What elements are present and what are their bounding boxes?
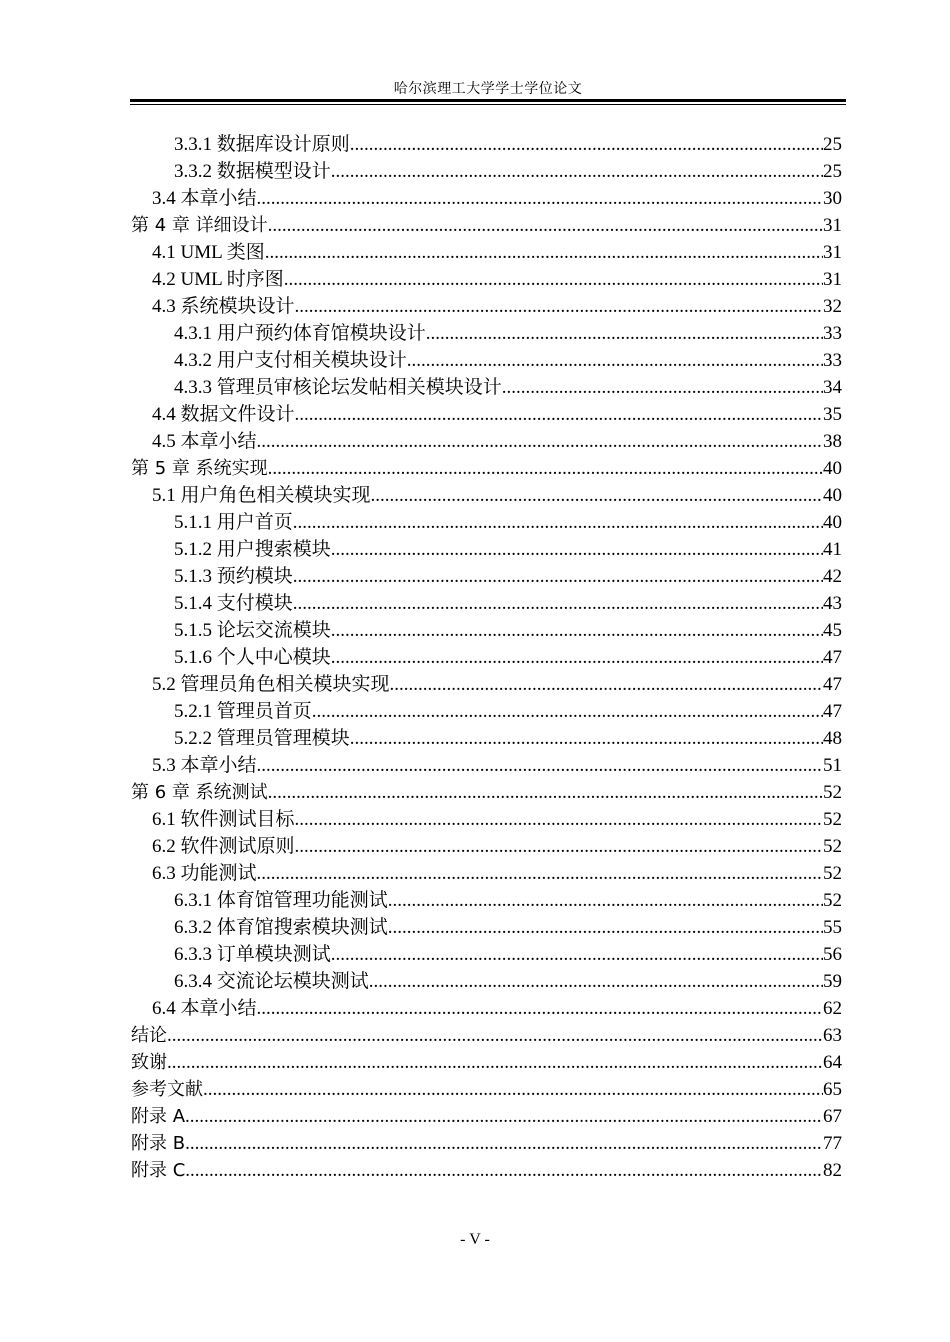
toc-entry-page: 32 bbox=[823, 296, 842, 317]
toc-entry-title: 第 6 章 系统测试 bbox=[131, 782, 268, 803]
toc-entry-page: 42 bbox=[823, 566, 842, 587]
toc-dot-leader bbox=[331, 158, 823, 185]
toc-dot-leader bbox=[185, 1157, 823, 1184]
toc-entry[interactable] bbox=[131, 779, 842, 806]
toc-entry[interactable] bbox=[131, 131, 842, 158]
toc-entry-title: 5.1.3 预约模块 bbox=[174, 566, 293, 587]
toc-entry-page: 52 bbox=[823, 782, 842, 803]
toc-dot-leader bbox=[350, 725, 823, 752]
toc-entry[interactable] bbox=[131, 509, 842, 536]
toc-entry-page: 40 bbox=[823, 458, 842, 479]
toc-entry-page: 25 bbox=[823, 161, 842, 182]
toc-entry[interactable] bbox=[131, 725, 842, 752]
toc-entry[interactable] bbox=[131, 941, 842, 968]
toc-entry-page: 33 bbox=[823, 350, 842, 371]
toc-entry-title: 3.3.2 数据模型设计 bbox=[174, 161, 331, 182]
toc-entry-title: 4.2 UML 时序图 bbox=[152, 269, 284, 290]
toc-dot-leader bbox=[295, 833, 823, 860]
toc-entry-title: 5.2 管理员角色相关模块实现 bbox=[152, 674, 390, 695]
toc-entry[interactable] bbox=[131, 887, 842, 914]
toc-dot-leader bbox=[331, 644, 823, 671]
toc-entry-page: 47 bbox=[823, 701, 842, 722]
toc-entry-page: 56 bbox=[823, 944, 842, 965]
toc-entry-page: 31 bbox=[823, 242, 842, 263]
toc-dot-leader bbox=[293, 509, 823, 536]
toc-entry[interactable] bbox=[131, 563, 842, 590]
toc-entry[interactable] bbox=[131, 995, 842, 1022]
toc-entry[interactable] bbox=[131, 968, 842, 995]
toc-dot-leader bbox=[257, 428, 823, 455]
toc-entry-page: 33 bbox=[823, 323, 842, 344]
toc-entry-page: 35 bbox=[823, 404, 842, 425]
toc-entry-title: 5.2.1 管理员首页 bbox=[174, 701, 312, 722]
toc-entry-title: 6.1 软件测试目标 bbox=[152, 809, 295, 830]
toc-dot-leader bbox=[350, 131, 823, 158]
toc-entry[interactable] bbox=[131, 428, 842, 455]
toc-entry-title: 5.2.2 管理员管理模块 bbox=[174, 728, 350, 749]
toc-entry[interactable] bbox=[131, 1157, 842, 1184]
toc-entry[interactable] bbox=[131, 1103, 842, 1130]
toc-dot-leader bbox=[331, 617, 823, 644]
toc-dot-leader bbox=[371, 482, 823, 509]
toc-entry-title: 附录 C bbox=[131, 1160, 186, 1181]
toc-dot-leader bbox=[257, 995, 823, 1022]
header-rule-thick bbox=[130, 99, 846, 102]
toc-entry[interactable] bbox=[131, 860, 842, 887]
toc-entry[interactable] bbox=[131, 482, 842, 509]
toc-entry-title: 5.1.1 用户首页 bbox=[174, 512, 293, 533]
toc-entry-title: 3.4 本章小结 bbox=[152, 188, 257, 209]
toc-entry-title: 4.5 本章小结 bbox=[152, 431, 257, 452]
toc-entry[interactable] bbox=[131, 293, 842, 320]
toc-entry[interactable] bbox=[131, 401, 842, 428]
toc-dot-leader bbox=[426, 320, 823, 347]
toc-entry-page: 62 bbox=[823, 998, 842, 1019]
running-header: 哈尔滨理工大学学士学位论文 bbox=[393, 82, 583, 97]
toc-entry-title: 6.4 本章小结 bbox=[152, 998, 257, 1019]
toc-dot-leader bbox=[331, 941, 823, 968]
toc-entry-page: 38 bbox=[823, 431, 842, 452]
toc-dot-leader bbox=[293, 590, 823, 617]
toc-dot-leader bbox=[284, 266, 823, 293]
toc-dot-leader bbox=[295, 806, 823, 833]
toc-entry-title: 6.3.2 体育馆搜索模块测试 bbox=[174, 917, 388, 938]
toc-entry[interactable] bbox=[131, 239, 842, 266]
toc-entry[interactable] bbox=[131, 617, 842, 644]
toc-entry-page: 43 bbox=[823, 593, 842, 614]
toc-entry-page: 52 bbox=[823, 836, 842, 857]
toc-entry[interactable] bbox=[131, 320, 842, 347]
toc-entry-page: 30 bbox=[823, 188, 842, 209]
toc-entry-page: 40 bbox=[823, 485, 842, 506]
toc-entry-page: 31 bbox=[823, 269, 842, 290]
toc-entry[interactable] bbox=[131, 806, 842, 833]
toc-dot-leader bbox=[502, 374, 823, 401]
toc-entry-page: 47 bbox=[823, 647, 842, 668]
toc-entry-title: 附录 A bbox=[131, 1106, 186, 1127]
toc-entry[interactable] bbox=[131, 1076, 842, 1103]
toc-entry[interactable] bbox=[131, 455, 842, 482]
toc-dot-leader bbox=[295, 293, 823, 320]
toc-dot-leader bbox=[293, 563, 823, 590]
toc-entry-title: 结论 bbox=[131, 1025, 167, 1046]
toc-entry-page: 55 bbox=[823, 917, 842, 938]
toc-dot-leader bbox=[268, 212, 823, 239]
toc-entry-title: 第 4 章 详细设计 bbox=[131, 215, 268, 236]
toc-entry-page: 67 bbox=[823, 1106, 842, 1127]
toc-entry[interactable] bbox=[131, 1049, 842, 1076]
toc-dot-leader bbox=[257, 752, 823, 779]
toc-entry-page: 31 bbox=[823, 215, 842, 236]
header-rule-thin bbox=[130, 104, 846, 105]
toc-dot-leader bbox=[257, 860, 823, 887]
toc-entry-page: 48 bbox=[823, 728, 842, 749]
toc-entry-title: 附录 B bbox=[131, 1133, 186, 1154]
toc-entry-title: 4.3.3 管理员审核论坛发帖相关模块设计 bbox=[174, 377, 502, 398]
page-number: - V - bbox=[460, 1231, 490, 1248]
toc-entry-page: 77 bbox=[823, 1133, 842, 1154]
toc-entry-title: 4.3.2 用户支付相关模块设计 bbox=[174, 350, 407, 371]
toc-entry[interactable] bbox=[131, 374, 842, 401]
toc-entry[interactable] bbox=[131, 698, 842, 725]
toc-entry-page: 52 bbox=[823, 890, 842, 911]
toc-entry[interactable] bbox=[131, 644, 842, 671]
toc-dot-leader bbox=[265, 239, 823, 266]
toc-entry[interactable] bbox=[131, 914, 842, 941]
toc-entry[interactable] bbox=[131, 158, 842, 185]
toc-entry-page: 59 bbox=[823, 971, 842, 992]
toc-dot-leader bbox=[268, 455, 823, 482]
toc-entry-page: 40 bbox=[823, 512, 842, 533]
toc-entry-title: 5.1.4 支付模块 bbox=[174, 593, 293, 614]
toc-entry-title: 6.3.1 体育馆管理功能测试 bbox=[174, 890, 388, 911]
toc-entry-page: 52 bbox=[823, 863, 842, 884]
toc-entry[interactable] bbox=[131, 671, 842, 698]
toc-entry-title: 6.3.3 订单模块测试 bbox=[174, 944, 331, 965]
toc-entry[interactable] bbox=[131, 212, 842, 239]
toc-entry-title: 5.3 本章小结 bbox=[152, 755, 257, 776]
toc-dot-leader bbox=[388, 887, 823, 914]
toc-entry[interactable] bbox=[131, 833, 842, 860]
toc-entry-title: 3.3.1 数据库设计原则 bbox=[174, 134, 350, 155]
toc-dot-leader bbox=[390, 671, 823, 698]
toc-entry-page: 64 bbox=[823, 1052, 842, 1073]
toc-entry[interactable] bbox=[131, 266, 842, 293]
toc-entry-page: 34 bbox=[823, 377, 842, 398]
toc-dot-leader bbox=[257, 185, 823, 212]
toc-dot-leader bbox=[185, 1130, 823, 1157]
toc-entry-title: 参考文献 bbox=[131, 1079, 203, 1100]
toc-entry-page: 25 bbox=[823, 134, 842, 155]
toc-entry-page: 47 bbox=[823, 674, 842, 695]
toc-entry-page: 52 bbox=[823, 809, 842, 830]
toc-entry-page: 51 bbox=[823, 755, 842, 776]
toc-dot-leader bbox=[185, 1103, 823, 1130]
toc-entry-title: 5.1.6 个人中心模块 bbox=[174, 647, 331, 668]
toc-entry-title: 5.1.5 论坛交流模块 bbox=[174, 620, 331, 641]
toc-entry[interactable] bbox=[131, 590, 842, 617]
toc-entry-title: 4.1 UML 类图 bbox=[152, 242, 265, 263]
toc-entry-page: 82 bbox=[823, 1160, 842, 1181]
toc-entry-title: 5.1 用户角色相关模块实现 bbox=[152, 485, 371, 506]
toc-entry-page: 45 bbox=[823, 620, 842, 641]
toc-dot-leader bbox=[167, 1049, 823, 1076]
toc-dot-leader bbox=[388, 914, 823, 941]
toc-entry-page: 41 bbox=[823, 539, 842, 560]
toc-entry-title: 6.3 功能测试 bbox=[152, 863, 257, 884]
toc-dot-leader bbox=[369, 968, 823, 995]
toc-entry-title: 4.3.1 用户预约体育馆模块设计 bbox=[174, 323, 426, 344]
toc-dot-leader bbox=[407, 347, 823, 374]
toc-dot-leader bbox=[203, 1076, 823, 1103]
toc-entry-page: 63 bbox=[823, 1025, 842, 1046]
toc-entry[interactable] bbox=[131, 1130, 842, 1157]
toc-dot-leader bbox=[268, 779, 823, 806]
toc-dot-leader bbox=[167, 1022, 823, 1049]
toc-entry-title: 5.1.2 用户搜索模块 bbox=[174, 539, 331, 560]
toc-entry-title: 4.4 数据文件设计 bbox=[152, 404, 295, 425]
toc-entry[interactable] bbox=[131, 347, 842, 374]
toc-entry-title: 6.2 软件测试原则 bbox=[152, 836, 295, 857]
toc-entry[interactable] bbox=[131, 1022, 842, 1049]
toc-entry-title: 第 5 章 系统实现 bbox=[131, 458, 268, 479]
toc-dot-leader bbox=[312, 698, 823, 725]
toc-entry-title: 6.3.4 交流论坛模块测试 bbox=[174, 971, 369, 992]
toc-entry-title: 4.3 系统模块设计 bbox=[152, 296, 295, 317]
toc-dot-leader bbox=[295, 401, 823, 428]
toc-entry[interactable] bbox=[131, 752, 842, 779]
table-of-contents bbox=[131, 131, 842, 1184]
toc-entry-page: 65 bbox=[823, 1079, 842, 1100]
toc-entry[interactable] bbox=[131, 536, 842, 563]
toc-entry[interactable] bbox=[131, 185, 842, 212]
toc-dot-leader bbox=[331, 536, 823, 563]
toc-entry-title: 致谢 bbox=[131, 1052, 167, 1073]
